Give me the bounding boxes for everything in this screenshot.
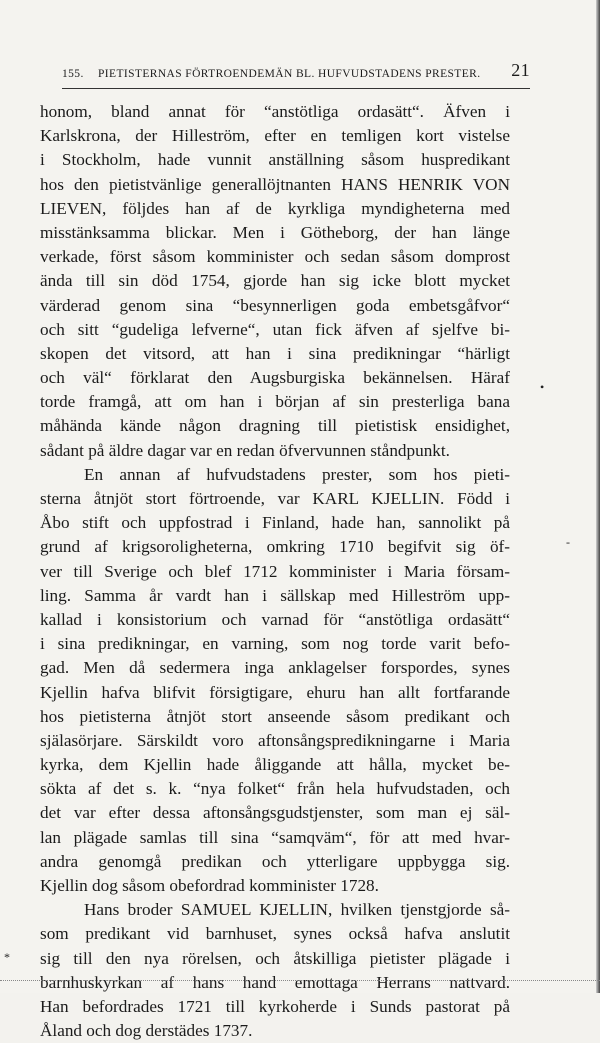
text-line: hos pietisterna åtnjöt stort anseende såsom predikant och xyxy=(40,706,510,726)
text-line: ver till Sverige och blef 1712 komminister i Maria försam- xyxy=(40,561,510,581)
text-line: Han befordrades 1721 till kyrkoherde i Sunds pastorat på xyxy=(40,996,510,1016)
text-line: Karlskrona, der Hilleström, efter en temligen kort vistelse xyxy=(40,126,510,146)
text-line: ling. Samma år vardt han i sällskap med Hilleström upp- xyxy=(40,585,510,605)
text-line: Åbo stift och uppfostrad i Finland, hade han, sannolikt på xyxy=(40,513,510,533)
text-line: kallad i konsistorium och varnad för “anstötliga ordasätt“ xyxy=(40,609,510,629)
text-line: skopen det vitsord, att han i sina predikningar “härligt xyxy=(40,343,510,363)
text-line: torde framgå, att om han i början af sin presterliga bana xyxy=(40,392,510,412)
running-title: PIETISTERNAS FÖRTROENDEMÄN BL. HUFVUDSTADENS PRESTER. xyxy=(98,68,481,80)
text-line: sterna åtnjöt stort förtroende, var KARL KJELLIN. Född i xyxy=(40,489,510,508)
text-line: sig till den nya rörelsen, och åtskilliga pietister plägade i xyxy=(40,948,510,968)
text-line: grund af krigsoroligheterna, omkring 1710 begifvit sig öf- xyxy=(40,537,510,557)
text-line: måhända kände någon dragning till pietistisk ensidighet, xyxy=(40,416,510,436)
margin-speck: ‐ xyxy=(566,535,570,549)
bottom-edge xyxy=(0,980,600,983)
margin-speck: * xyxy=(4,950,10,964)
text-line: i Stockholm, hade vunnit anställning såsom huspredikant xyxy=(40,150,510,170)
section-number: 155. xyxy=(62,68,84,80)
text-line: Åland och dog derstädes 1737. xyxy=(40,1021,253,1041)
text-line: och sitt “gudeliga lefverne“, utan fick äfven af sjelfve bi- xyxy=(40,319,510,339)
text-line: misstänksamma blickar. Men i Götheborg, der han länge xyxy=(40,222,510,242)
text-line: som predikant vid barnhuset, synes också hafva anslutit xyxy=(40,924,510,944)
text-line: honom, bland annat för “anstötliga ordasätt“. Äfven i xyxy=(40,102,510,121)
page-number: 21 xyxy=(511,60,530,80)
text-line: och väl“ förklarat den Augsburgiska bekännelsen. Häraf xyxy=(40,368,510,388)
text-line: LIEVEN, följdes han af de kyrkliga myndigheterna med xyxy=(40,198,510,218)
text-line: i sina predikningar, en varning, som nog torde varit befo- xyxy=(40,634,510,654)
text-line: gad. Men då sedermera inga anklagelser forspordes, synes xyxy=(40,658,510,678)
text-line: hos den pietistvänlige generallöjtnanten HANS HENRIK VON xyxy=(40,174,510,194)
text-line: Kjellin hafva blifvit försigtigare, ehuru han allt fortfarande xyxy=(40,682,510,702)
text-line: sökta af det s. k. “nya folket“ från hela hufvudstaden, och xyxy=(40,779,510,799)
text-line: värderad genom sina “besynnerligen goda embetsgåfvor“ xyxy=(40,295,510,315)
page-edge-shadow xyxy=(596,0,600,993)
text-line: ända till sin död 1754, gjorde han sig icke blott mycket xyxy=(40,271,510,291)
text-line: Kjellin dog såsom obefordrad komminister 1728. xyxy=(40,876,379,895)
text-line: Hans broder SAMUEL KJELLIN, hvilken tjenstgjorde så- xyxy=(84,900,510,920)
text-line: själasörjare. Särskildt voro aftonsångspredikningarne i Maria xyxy=(40,730,510,750)
text-line: andra genomgå predikan och ytterligare uppbygga sig. xyxy=(40,851,510,871)
text-line: En annan af hufvudstadens prester, som hos pieti- xyxy=(84,464,510,484)
margin-speck: • xyxy=(540,380,545,394)
text-line: sådant på äldre dagar var en redan öfvervunnen ståndpunkt. xyxy=(40,440,450,460)
text-line: kyrka, dem Kjellin hade åliggande att hålla, mycket be- xyxy=(40,755,510,775)
body-text xyxy=(40,100,510,1043)
text-line: barnhuskyrkan af hans hand emottaga Herrans nattvard. xyxy=(40,972,510,992)
text-line: verkade, först såsom komminister och sedan såsom domprost xyxy=(40,247,510,267)
text-line: det var efter dessa aftonsångsgudstjenster, som man ej säl- xyxy=(40,803,510,823)
text-line: lan plägade samlas till sina “samqväm“, för att med hvar- xyxy=(40,827,510,847)
running-header xyxy=(62,60,530,89)
